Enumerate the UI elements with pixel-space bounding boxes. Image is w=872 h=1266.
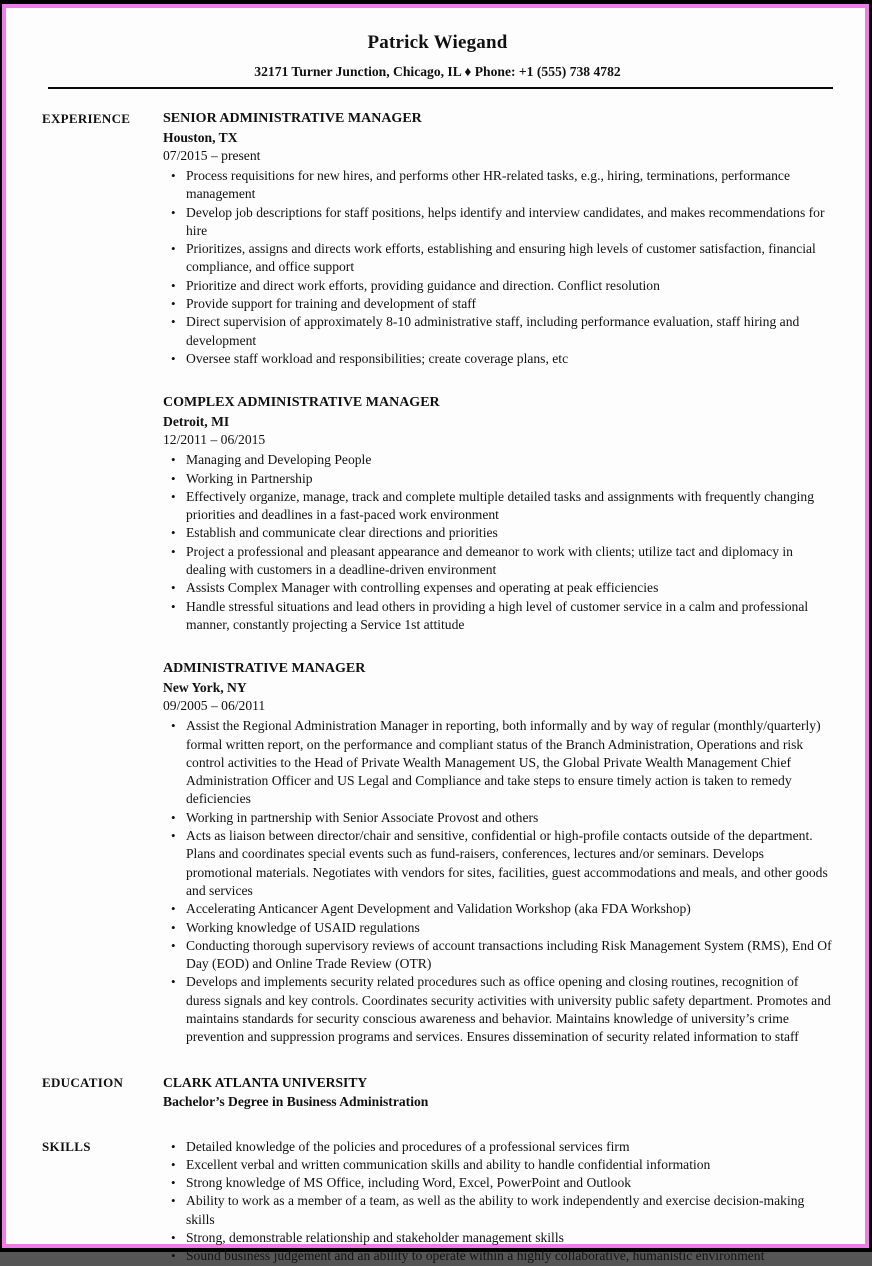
section-content [163, 109, 833, 1047]
section-experience [42, 109, 833, 1047]
section-content [163, 1138, 833, 1266]
bullet-item: • Develop job descriptions for staff positions, helps identify and interview candidates, and makes recommendations for hire [163, 204, 833, 241]
bullet-item: • Provide support for training and development of staff [163, 295, 833, 313]
bullet-item: • Strong knowledge of MS Office, including Word, Excel, PowerPoint and Outlook [163, 1174, 833, 1192]
bullet-item: • Conducting thorough supervisory reviews of account transactions including Risk Management System (RMS), End Of Day (EOD) and Online Trade Review (OTR) [163, 937, 833, 974]
bullet-item: • Strong, demonstrable relationship and stakeholder management skills [163, 1229, 833, 1247]
skills-bullets [163, 1138, 833, 1266]
job-entry [163, 393, 833, 634]
resume-sections [42, 109, 833, 1266]
section-label: SKILLS [42, 1138, 91, 1154]
bullet-item: • Handle stressful situations and lead others in providing a high level of customer service in a calm and professional manner, constantly projecting a Service 1st attitude [163, 598, 833, 635]
bullet-item: • Managing and Developing People [163, 451, 833, 469]
job-dates: 07/2015 – present [163, 148, 261, 163]
bullet-item: • Accelerating Anticancer Agent Development and Validation Workshop (aka FDA Workshop) [163, 900, 833, 918]
job-bullets [163, 451, 833, 634]
bullet-item: • Detailed knowledge of the policies and procedures of a professional services firm [163, 1138, 833, 1156]
bullet-item: • Oversee staff workload and responsibilities; create coverage plans, etc [163, 350, 833, 368]
job-title: ADMINISTRATIVE MANAGER [163, 661, 366, 677]
bullet-item: • Assist the Regional Administration Manager in reporting, both informally and by way of regular (monthly/quarterly) formal written report, on the performance and compliant status of the Branch Administration, Operations and risk control activities to the Head of Private Wealth Management US, the Global Private Wealth Management Chief Administration Officer and US Legal and Compliance and take steps to ensure timely action is taken to remedy deficiencies [163, 717, 833, 808]
job-bullets [163, 167, 833, 368]
job-title: COMPLEX ADMINISTRATIVE MANAGER [163, 395, 440, 411]
section-skills [42, 1138, 833, 1266]
job-entry [163, 659, 833, 1046]
bullet-item: • Working in partnership with Senior Associate Provost and others [163, 809, 833, 827]
bullet-item: • Working in Partnership [163, 470, 833, 488]
job-bullets [163, 717, 833, 1046]
education-line: CLARK ATLANTA UNIVERSITY [163, 1074, 368, 1090]
job-title: SENIOR ADMINISTRATIVE MANAGER [163, 111, 422, 126]
resume-header [42, 32, 833, 89]
job-location: Detroit, MI [163, 414, 230, 430]
bullet-item: • Effectively organize, manage, track and complete multiple detailed tasks and assignments with frequently changing priorities and deadlines in a fast-paced work environment [163, 488, 833, 525]
section-label: EXPERIENCE [42, 111, 131, 126]
bullet-item: • Project a professional and pleasant appearance and demeanor to work with clients; utilize tact and diplomacy in dealing with customers in a deadline-driven environment [163, 543, 833, 580]
bullet-item: • Assists Complex Manager with controlling expenses and operating at peak efficiencies [163, 579, 833, 597]
contact-line: 32171 Turner Junction, Chicago, IL ♦ Phone: +1 (555) 738 4782 [254, 64, 621, 79]
bullet-item: • Excellent verbal and written communication skills and ability to handle confidential information [163, 1156, 833, 1174]
bullet-item: • Direct supervision of approximately 8-10 administrative staff, including performance evaluation, staff hiring and development [163, 313, 833, 350]
job-entry [163, 109, 833, 368]
resume-page [2, 4, 869, 1264]
bullet-item: • Develops and implements security related procedures such as office opening and closing routines, recognition of duress signals and key controls. Coordinates security activities with university public safety department. Promotes and maintains standards for security conscious awareness and behavior. Maintains knowledge of university’s crime prevention and suppression programs and services. Ensures dissemination of security related information to staff [163, 973, 833, 1046]
bullet-item: • Prioritize and direct work efforts, providing guidance and direction. Conflict resolution [163, 277, 833, 295]
section-content [163, 1073, 833, 1112]
section-label: EDUCATION [42, 1074, 124, 1090]
header-divider [48, 87, 833, 89]
section-education [42, 1073, 833, 1112]
bullet-item: • Sound business judgement and an ability to operate within a highly collaborative, humanistic environment [163, 1247, 833, 1265]
job-location: Houston, TX [163, 130, 238, 145]
bullet-item: • Ability to work as a member of a team, as well as the ability to work independently and exercise decision-making skills [163, 1192, 833, 1229]
job-dates: 09/2005 – 06/2011 [163, 698, 266, 714]
bullet-item: • Prioritizes, assigns and directs work efforts, establishing and ensuring high levels of customer satisfaction, financial compliance, and office support [163, 240, 833, 277]
bullet-item: • Establish and communicate clear directions and priorities [163, 524, 833, 542]
bullet-item: • Process requisitions for new hires, and performs other HR-related tasks, e.g., hiring, terminations, performance management [163, 167, 833, 204]
job-location: New York, NY [163, 680, 247, 696]
education-line: Bachelor’s Degree in Business Administration [163, 1094, 429, 1110]
resume-name: Patrick Wiegand [367, 32, 508, 53]
bullet-item: • Working knowledge of USAID regulations [163, 919, 833, 937]
job-dates: 12/2011 – 06/2015 [163, 432, 266, 448]
bullet-item: • Acts as liaison between director/chair and sensitive, confidential or high-profile contacts outside of the department. Plans and coordinates special events such as fund-raisers, conferences, lectures and/or seminars. Develops promotional materials. Negotiates with vendors for sites, facilities, guest accommodations and meals, and other goods and services [163, 827, 833, 900]
